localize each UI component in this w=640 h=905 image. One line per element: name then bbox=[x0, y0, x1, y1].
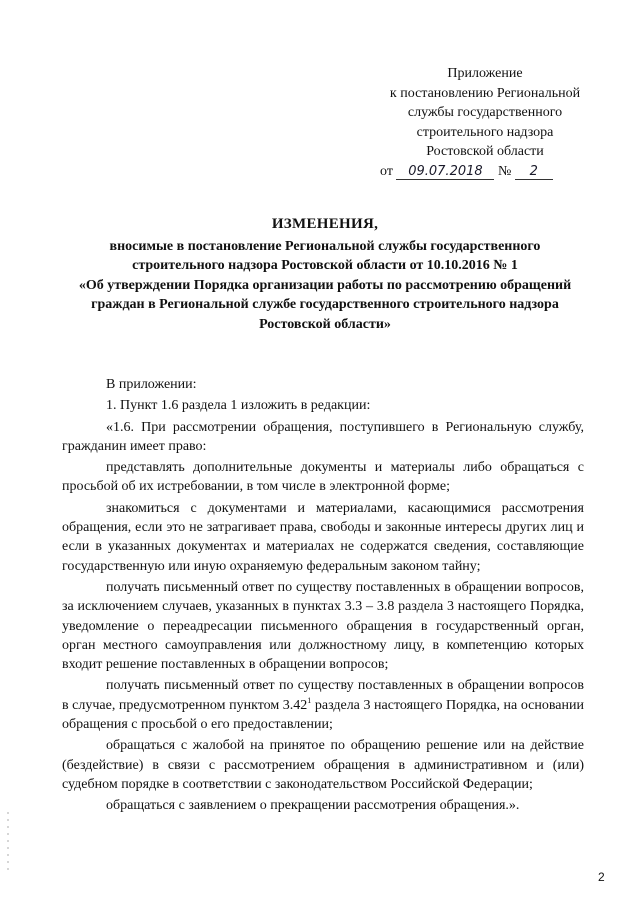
page-number: 2 bbox=[598, 870, 605, 884]
title-line: граждан в Региональной службе государственного строительного надзора bbox=[91, 297, 559, 312]
title-line: «Об утверждении Порядка организации работы по рассмотрению обращений bbox=[78, 277, 572, 293]
number-label: № bbox=[497, 163, 512, 179]
title-heading: ИЗМЕНЕНИЯ, bbox=[271, 216, 379, 232]
paragraph-text: получать письменный ответ по существу поставленных в обращении вопросов в случае, предусмотренном пунктом 3.42 bbox=[62, 678, 584, 713]
appendix-block bbox=[370, 64, 600, 181]
document-title bbox=[60, 215, 590, 334]
paragraph bbox=[62, 676, 584, 734]
paragraph: 1. Пункт 1.6 раздела 1 изложить в редакции: bbox=[106, 398, 371, 414]
handwritten-date: 09.07.2018 bbox=[396, 164, 494, 180]
appendix-line: Приложение bbox=[447, 66, 523, 81]
appendix-line: строительного надзора bbox=[416, 124, 554, 140]
from-label: от bbox=[380, 163, 393, 179]
appendix-line: к постановлению Региональной bbox=[389, 85, 581, 101]
paragraph: получать письменный ответ по существу поставленных в обращении вопросов, за исключением случаев, указанных в пунктах 3.3 – 3.8 раздела 3 настоящего Порядка, уведомление о переадресации письменного обращения в государственный орган, орган местного самоуправления или должностному лицу, в компетенцию которых входит решение поставленных в обращении вопросов; bbox=[62, 579, 584, 673]
paragraph: В приложении: bbox=[106, 377, 197, 392]
paragraph: обращаться с заявлением о прекращении рассмотрения обращения.». bbox=[106, 798, 520, 814]
paragraph: знакомиться с документами и материалами, касающимися рассмотрения обращения, если это не затрагивает права, свободы и законные интересы других лиц и если в указанных документах и материалах не содержатся сведения, составляющие государственную или иную охраняемую федеральным законом тайну; bbox=[62, 500, 584, 574]
superscript: 1 bbox=[307, 695, 312, 705]
appendix-line: Ростовской области bbox=[426, 144, 544, 159]
paragraph: обращаться с жалобой на принятое по обращению решение или на действие (бездействие) в связи с рассмотрением обращения в административном и (или) судебном порядке в соответствии с законодательством Российской Федерации; bbox=[62, 738, 584, 792]
paragraph-text: раздела 3 настоящего Порядка, на основании обращения с просьбой о его предоставлении; bbox=[62, 697, 584, 733]
paragraph: представлять дополнительные документы и материалы либо обращаться с просьбой об их истребовании, в том числе в электронной форме; bbox=[62, 460, 584, 495]
appendix-line: службы государственного bbox=[407, 105, 563, 120]
handwritten-number: 2 bbox=[515, 164, 553, 180]
title-line: строительного надзора Ростовской области от 10.10.2016 № 1 bbox=[132, 258, 518, 273]
title-line: вносимые в постановление Региональной службы государственного bbox=[109, 238, 541, 254]
date-number-line bbox=[370, 162, 600, 182]
scan-margin-marks bbox=[7, 812, 9, 872]
paragraph: «1.6. При рассмотрении обращения, поступившего в Региональную службу, гражданин имеет право: bbox=[62, 419, 584, 454]
document-body bbox=[62, 375, 584, 818]
title-line: Ростовской области» bbox=[259, 316, 391, 332]
